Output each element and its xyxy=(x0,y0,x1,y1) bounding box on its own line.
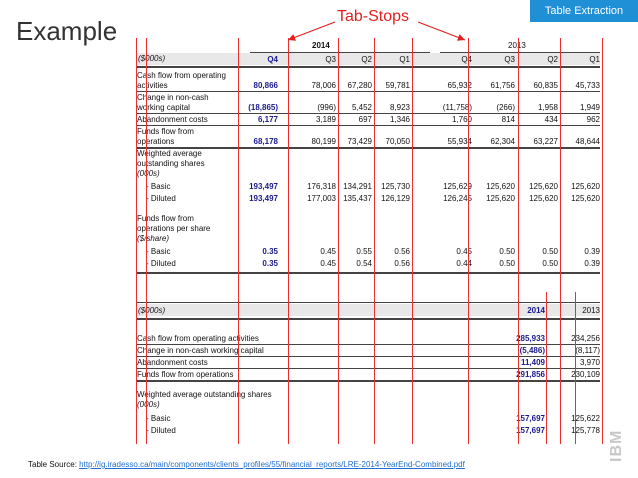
quarter-header: Q2 xyxy=(361,55,372,64)
table-cell: 230,109 xyxy=(571,370,600,379)
table-cell: 80,866 xyxy=(253,81,278,90)
quarter-header: Q4 xyxy=(461,55,472,64)
table-cell: (8,117) xyxy=(575,346,600,355)
source-label: Table Source: xyxy=(28,460,77,469)
tab-stop-line xyxy=(468,38,469,444)
table-cell: 0.50 xyxy=(542,259,558,268)
table-cell: 0.50 xyxy=(499,247,515,256)
tab-stop-line xyxy=(374,38,375,444)
table-cell: 125,620 xyxy=(529,194,558,203)
svg-text:IBM: IBM xyxy=(608,429,625,462)
row-label: Funds flow from xyxy=(137,127,194,136)
table-cell: (5,486) xyxy=(519,346,545,355)
unit-label: ($000s) xyxy=(138,54,166,63)
row-label: operations xyxy=(137,137,175,146)
tab-stop-line xyxy=(136,38,137,444)
table-cell: 0.39 xyxy=(584,247,600,256)
year-2013: 2013 xyxy=(508,41,526,50)
table-cell: 1,346 xyxy=(389,115,410,124)
table-cell: 0.35 xyxy=(262,259,278,268)
table-cell: 125,730 xyxy=(381,182,410,191)
table-cell: (11,758) xyxy=(442,103,472,112)
table-cell: 126,129 xyxy=(381,194,410,203)
table-cell: (996) xyxy=(317,103,336,112)
table-cell: 65,932 xyxy=(447,81,472,90)
row-label: Cash flow from operating activities xyxy=(137,334,259,343)
row-label: Change in non-cash working capital xyxy=(137,346,264,355)
table-cell: 125,620 xyxy=(486,194,515,203)
table-cell: 11,409 xyxy=(520,358,545,367)
row-label: - Basic xyxy=(146,182,171,191)
table-cell: 60,835 xyxy=(533,81,558,90)
ibm-logo xyxy=(605,416,627,464)
table-cell: 3,970 xyxy=(579,358,600,367)
slide-title: Example xyxy=(16,16,118,46)
tab-stop-line xyxy=(238,38,239,444)
row-label: - Basic xyxy=(146,414,171,423)
tab-stop-line xyxy=(575,292,576,444)
tab-stop-line xyxy=(602,38,603,444)
table-cell: 78,006 xyxy=(311,81,336,90)
table-cell: 0.45 xyxy=(320,247,336,256)
tab-stops-annotation: Tab-Stops xyxy=(337,8,410,25)
table-cell: 63,227 xyxy=(533,137,558,146)
table-cell: 291,856 xyxy=(516,370,545,379)
table-cell: 135,437 xyxy=(343,194,372,203)
section-label: operations per share xyxy=(137,224,211,233)
table-cell: 125,778 xyxy=(571,426,600,435)
annual-unit-label: ($000s) xyxy=(138,306,166,315)
table-cell: 125,620 xyxy=(571,182,600,191)
tab-stop-line xyxy=(338,38,339,444)
section-label: Weighted average outstanding shares xyxy=(137,390,272,399)
table-cell: 0.54 xyxy=(356,259,372,268)
section-unit: ($/share) xyxy=(137,234,170,243)
tab-stop-line xyxy=(146,38,147,444)
table-cell: 8,923 xyxy=(389,103,410,112)
section-unit: (000s) xyxy=(137,169,160,178)
quarter-header: Q3 xyxy=(325,55,336,64)
table-cell: 68,178 xyxy=(253,137,278,146)
quarter-header: Q1 xyxy=(589,55,600,64)
table-cell: 70,050 xyxy=(385,137,410,146)
table-extraction-badge: Table Extraction xyxy=(530,0,638,22)
row-label: - Diluted xyxy=(146,259,176,268)
table-source xyxy=(28,460,465,469)
table-cell: 45,733 xyxy=(575,81,600,90)
row-label: Abandonment costs xyxy=(137,358,208,367)
table-cell: 125,629 xyxy=(443,182,472,191)
table-cell: 80,199 xyxy=(311,137,336,146)
table-cell: 177,003 xyxy=(307,194,336,203)
table-cell: 962 xyxy=(586,115,600,124)
table-cell: 125,622 xyxy=(571,414,600,423)
table-cell: 0.45 xyxy=(456,247,472,256)
table-cell: 0.35 xyxy=(262,247,278,256)
table-cell: 234,256 xyxy=(571,334,600,343)
quarter-header: Q1 xyxy=(399,55,410,64)
table-cell: 3,189 xyxy=(315,115,336,124)
table-cell: 125,620 xyxy=(571,194,600,203)
table-cell: 5,452 xyxy=(351,103,372,112)
row-label: - Diluted xyxy=(146,194,176,203)
table-cell: 6,177 xyxy=(257,115,278,124)
table-cell: 1,958 xyxy=(537,103,558,112)
table-cell: 0.56 xyxy=(394,247,410,256)
table-cell: 61,756 xyxy=(490,81,515,90)
row-label: Abandonment costs xyxy=(137,115,208,124)
table-cell: 125,620 xyxy=(486,182,515,191)
table-cell: 157,697 xyxy=(516,414,545,423)
quarter-header: Q3 xyxy=(504,55,515,64)
table-cell: 193,497 xyxy=(249,182,278,191)
table-cell: 55,934 xyxy=(447,137,472,146)
table-cell: 134,291 xyxy=(343,182,372,191)
section-label: Weighted average xyxy=(137,149,202,158)
table-cell: 157,697 xyxy=(516,426,545,435)
tab-stop-line xyxy=(546,292,547,444)
table-cell: 697 xyxy=(358,115,372,124)
section-label: outstanding shares xyxy=(137,159,205,168)
tab-stop-line xyxy=(518,38,519,444)
row-label: Cash flow from operating xyxy=(137,71,226,80)
year-2014: 2014 xyxy=(312,41,330,50)
table-cell: 176,318 xyxy=(307,182,336,191)
tab-stop-line xyxy=(412,38,413,444)
table-cell: 0.55 xyxy=(356,247,372,256)
arrow-right xyxy=(418,22,465,40)
table-cell: 1,760 xyxy=(451,115,472,124)
annual-year-2013: 2013 xyxy=(582,306,600,315)
source-link[interactable]: http://ig.iradesso.ca/main/components/clients_profiles/55/financial_reports/LRE-2014-YearEnd-Combined.pdf xyxy=(79,460,465,469)
tab-stop-line xyxy=(560,38,561,444)
table-cell: 0.39 xyxy=(584,259,600,268)
table-cell: 125,620 xyxy=(529,182,558,191)
quarter-header: Q2 xyxy=(547,55,558,64)
arrow-left xyxy=(288,22,335,40)
table-cell: 0.50 xyxy=(499,259,515,268)
table-cell: 434 xyxy=(544,115,558,124)
row-label: Funds flow from operations xyxy=(137,370,234,379)
table-cell: 0.45 xyxy=(320,259,336,268)
table-cell: 59,781 xyxy=(385,81,410,90)
section-label: Funds flow from xyxy=(137,214,194,223)
table-cell: 48,644 xyxy=(575,137,600,146)
row-label: working capital xyxy=(137,103,190,112)
table-cell: 193,497 xyxy=(249,194,278,203)
table-cell: 73,429 xyxy=(347,137,372,146)
row-label: Change in non-cash xyxy=(137,93,209,102)
table-cell: 62,304 xyxy=(490,137,515,146)
table-cell: 814 xyxy=(501,115,515,124)
row-label: - Diluted xyxy=(146,426,176,435)
quarter-header: Q4 xyxy=(267,55,278,64)
table-cell: (266) xyxy=(496,103,515,112)
table-cell: 0.56 xyxy=(394,259,410,268)
table-cell: 67,280 xyxy=(347,81,372,90)
table-cell: 285,933 xyxy=(516,334,545,343)
row-label: - Basic xyxy=(146,247,171,256)
table-cell: (18,865) xyxy=(248,103,278,112)
section-unit: (000s) xyxy=(137,400,160,409)
annual-year-2014: 2014 xyxy=(527,306,545,315)
table-cell: 126,245 xyxy=(443,194,472,203)
table-cell: 0.44 xyxy=(456,259,472,268)
table-cell: 1,949 xyxy=(579,103,600,112)
row-label: activities xyxy=(137,81,168,90)
tab-stop-line xyxy=(288,38,289,444)
table-cell: 0.50 xyxy=(542,247,558,256)
